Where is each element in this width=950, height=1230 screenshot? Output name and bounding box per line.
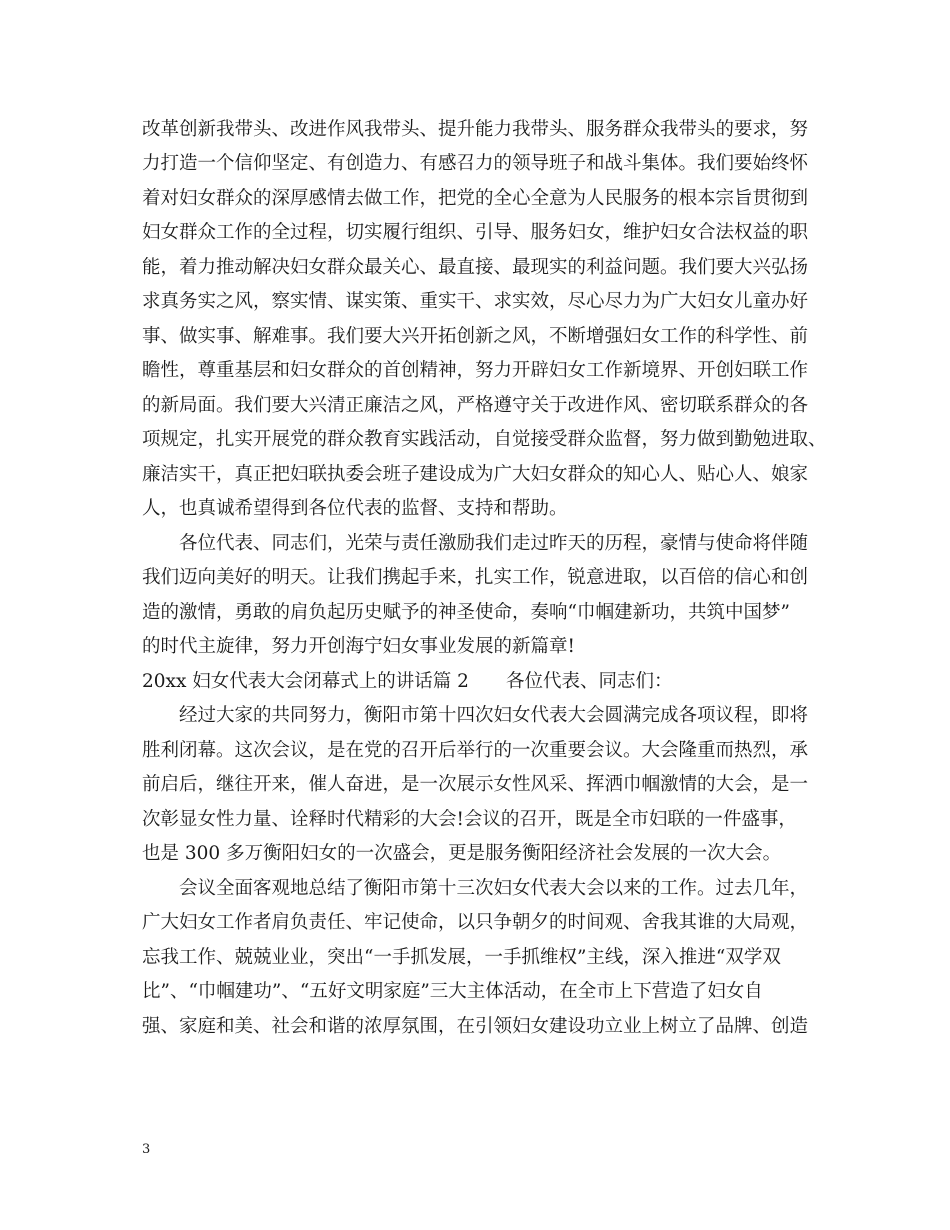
paragraph-first-line: 各位代表、同志们，光荣与责任激励我们走过昨天的历程，豪情与使命将伴随	[179, 533, 809, 554]
text-line: 也是 300 多万衡阳妇女的一次盛会，更是服务衡阳经济社会发展的一次大会。	[142, 843, 782, 864]
text-line: 妇女群众工作的全过程，切实履行组织、引导、服务妇女，维护妇女合法权益的职	[142, 222, 809, 243]
text-line: 求真务实之风，察实情、谋实策、重实干、求实效，尽心尽力为广大妇女儿童办好	[142, 291, 809, 312]
text-line: 力打造一个信仰坚定、有创造力、有感召力的领导班子和战斗集体。我们要始终怀	[142, 153, 809, 174]
paragraph-first-line: 会议全面客观地总结了衡阳市第十三次妇女代表大会以来的工作。过去几年，	[179, 878, 809, 899]
text-line: 次彰显女性力量、诠释时代精彩的大会!会议的召开，既是全市妇联的一件盛事，	[142, 809, 797, 830]
text-line: 廉洁实干，真正把妇联执委会班子建设成为广大妇女群众的知心人、贴心人、娘家	[142, 464, 809, 485]
text-line: 忘我工作、兢兢业业，突出“一手抓发展，一手抓维权”主线，深入推进“双学双	[142, 947, 781, 968]
page-number: 3	[142, 1142, 151, 1157]
text-line: 瞻性，尊重基层和妇女群众的首创精神，努力开辟妇女工作新境界、开创妇联工作	[142, 360, 809, 381]
text-line: 的新局面。我们要大兴清正廉洁之风，严格遵守关于改进作风、密切联系群众的各	[142, 395, 809, 416]
text-line: 广大妇女工作者肩负责任、牢记使命，以只争朝夕的时间观、舍我其谁的大局观，	[142, 912, 809, 933]
text-line: 比”、“巾帼建功”、“五好文明家庭”三大主体活动，在全市上下营造了妇女自	[142, 981, 763, 1002]
paragraph-first-line: 经过大家的共同努力，衡阳市第十四次妇女代表大会圆满完成各项议程，即将	[179, 705, 809, 726]
text-line: 造的激情，勇敢的肩负起历史赋予的神圣使命，奏响“巾帼建新功，共筑中国梦”	[142, 602, 790, 623]
text-line: 着对妇女群众的深厚感情去做工作，把党的全心全意为人民服务的根本宗旨贯彻到	[142, 188, 809, 209]
text-line: 事、做实事、解难事。我们要大兴开拓创新之风，不断增强妇女工作的科学性、前	[142, 326, 809, 347]
text-line: 胜利闭幕。这次会议，是在党的召开后举行的一次重要会议。大会隆重而热烈，承	[142, 740, 809, 761]
text-line: 我们迈向美好的明天。让我们携起手来，扎实工作，锐意进取，以百倍的信心和创	[142, 567, 809, 588]
text-line: 人，也真诚希望得到各位代表的监督、支持和帮助。	[142, 498, 568, 519]
text-line: 的时代主旋律，努力开创海宁妇女事业发展的新篇章!	[142, 636, 575, 657]
text-line: 前启后，继往开来，催人奋进，是一次展示女性风采、挥洒巾帼激情的大会，是一	[142, 774, 809, 795]
text-line: 能，着力推动解决妇女群众最关心、最直接、最现实的利益问题。我们要大兴弘扬	[142, 257, 809, 278]
text-line: 强、家庭和美、社会和谐的浓厚氛围，在引领妇女建设功立业上树立了品牌、创造	[142, 1016, 809, 1037]
section-heading: 20xx 妇女代表大会闭幕式上的讲话篇 2 各位代表、同志们：	[142, 671, 673, 692]
text-line: 项规定，扎实开展党的群众教育实践活动，自觉接受群众监督，努力做到勤勉进取、	[142, 429, 827, 450]
text-line: 改革创新我带头、改进作风我带头、提升能力我带头、服务群众我带头的要求，努	[142, 119, 809, 140]
